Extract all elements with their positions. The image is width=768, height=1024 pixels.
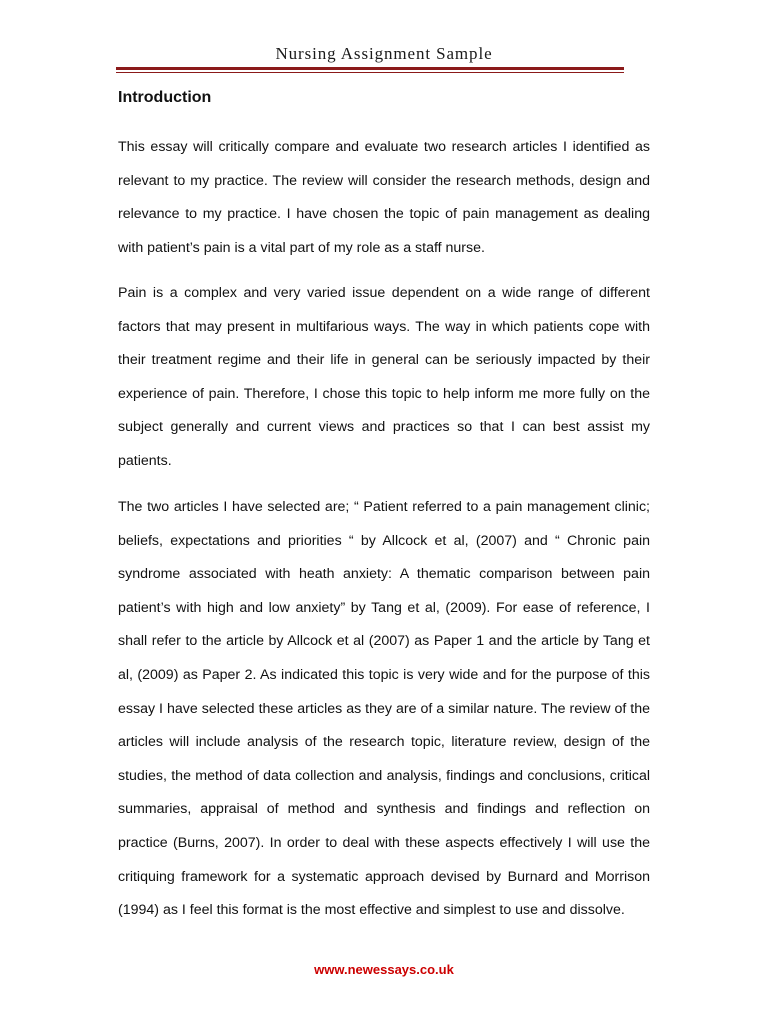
header-divider-thin: [116, 72, 624, 73]
paragraph-pain: Pain is a complex and very varied issue dependent on a wide range of different factors that may present in multifarious ways. The way in which patients cope with their treatment regime and their life in general can be seriously impacted by their experience of pain. Therefore, I chose this topic to help inform me more fully on the subject generally and current views and practices so that I can best assist my patients.: [118, 285, 650, 469]
section-heading: Introduction: [118, 89, 212, 106]
paragraph-intro: This essay will critically compare and evaluate two research articles I identified as relevant to my practice. The review will consider the research methods, design and relevance to my practice. I have chosen the topic of pain management as dealing with patient’s pain is a vital part of my role as a staff nurse.: [118, 139, 650, 256]
header-divider-thick: [116, 67, 624, 70]
page-header-title: Nursing Assignment Sample: [275, 44, 493, 63]
footer-website-link[interactable]: www.newessays.co.uk: [314, 962, 454, 977]
paragraph-articles: The two articles I have selected are; “ Patient referred to a pain management clinic; beliefs, expectations and priorities “ by Allcock et al, (2007) and “ Chronic pain syndrome associated with heath anxiety: A thematic comparison between pain patient’s with high and low anxiety” by Tang et al, (2009). For ease of reference, I shall refer to the article by Allcock et al (2007) as Paper 1 and the article by Tang et al, (2009) as Paper 2. As indicated this topic is very wide and for the purpose of this essay I have selected these articles as they are of a similar nature. The review of the articles will include analysis of the research topic, literature review, design of the studies, the method of data collection and analysis, findings and conclusions, critical summaries, appraisal of method and synthesis and findings and reflection on practice (Burns, 2007). In order to deal with these aspects effectively I will use the critiquing framework for a systematic approach devised by Burnard and Morrison (1994) as I feel this format is the most effective and simplest to use and dissolve.: [118, 499, 650, 919]
